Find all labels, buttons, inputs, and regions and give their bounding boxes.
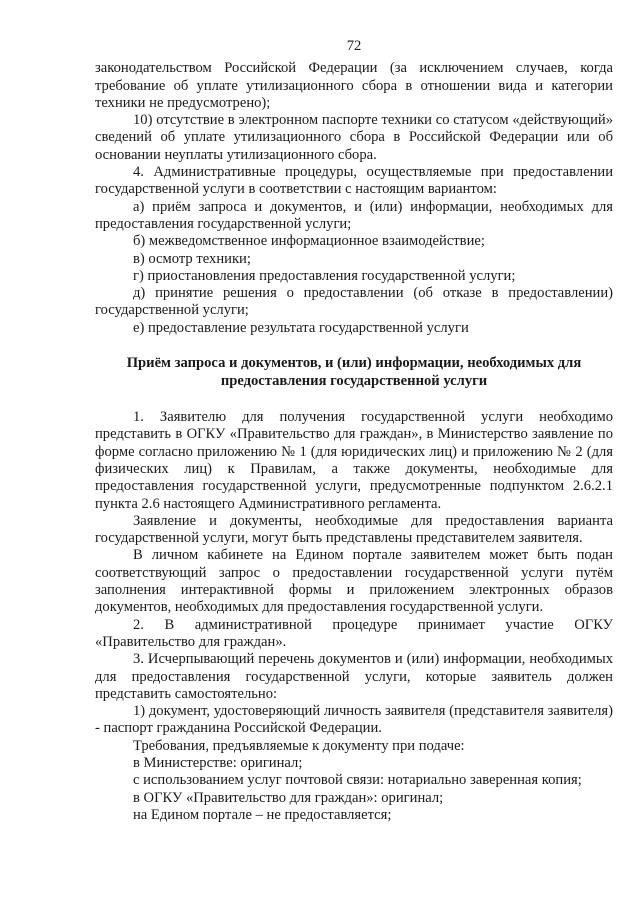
list-item-g: г) приостановления предоставления государственной услуги; [133, 267, 516, 284]
paragraph-point-2: 2. В административной процедуре принимает участие ОГКУ «Правительство для граждан». [95, 616, 613, 650]
paragraph-continuation: законодательством Российской Федерации (за исключением случаев, когда требование об уплате утилизационного сбора в отношении вида и категории техники не предусмотрено); [95, 60, 613, 111]
paragraph-personal-cabinet: В личном кабинете на Едином портале заявителем может быть подан соответствующий запрос о предоставлении государственной услуги путём заполнения интерактивной формы и приложением электронных образов документов, необходимых для предоставления государственной услуги. [95, 547, 613, 616]
page-number: 72 [346, 38, 362, 54]
requirement-post: с использованием услуг почтовой связи: нотариально заверенная копия; [133, 772, 582, 789]
requirement-portal: на Едином портале – не предоставляется; [133, 806, 392, 823]
paragraph-document-passport: 1) документ, удостоверяющий личность заявителя (представителя заявителя) - паспорт гражданина Российской Федерации. [95, 703, 613, 737]
requirement-ministry: в Министерстве: оригинал; [133, 754, 303, 771]
paragraph-representative: Заявление и документы, необходимые для предоставления варианта государственной услуги, могут быть представлены представителем заявителя. [95, 512, 613, 547]
paragraph-requirements: Требования, предъявляемые к документу при подаче: [133, 737, 465, 754]
paragraph-item-10: 10) отсутствие в электронном паспорте техники со статусом «действующий» сведений об уплате утилизационного сбора в Российской Федерации или об основании неуплаты утилизационного сбора. [95, 112, 613, 163]
list-item-v: в) осмотр техники; [133, 250, 251, 267]
document-page [95, 38, 613, 824]
paragraph-point-3: 3. Исчерпывающий перечень документов и (или) информации, необходимых для предоставления государственной услуги, которые заявитель должен представить самостоятельно: [95, 651, 613, 702]
list-item-d: д) принятие решения о предоставлении (об отказе в предоставлении) государственной услуги; [95, 285, 613, 319]
paragraph-procedures-intro: 4. Административные процедуры, осуществляемые при предоставлении государственной услуги в соответствии с настоящим вариантом: [95, 164, 613, 198]
list-item-a: а) приём запроса и документов, и (или) информации, необходимых для предоставления государственной услуги; [95, 198, 613, 232]
paragraph-point-1: 1. Заявителю для получения государственной услуги необходимо представить в ОГКУ «Правительство для граждан», в Министерство заявление по форме согласно приложению № 1 (для юридических лиц) и приложению № 2 (для физических лиц) к Правилам, а также документы, необходимые для предоставления государственной услуги, предусмотренные подпунктом 2.6.2.1 пункта 2.6 настоящего Административного регламента. [95, 409, 613, 512]
section-heading: Приём запроса и документов, и (или) информации, необходимых для предоставления государственной услуги [126, 355, 582, 389]
requirement-ogku: в ОГКУ «Правительство для граждан»: оригинал; [133, 789, 444, 806]
list-item-b: б) межведомственное информационное взаимодействие; [133, 233, 485, 250]
list-item-e: е) предоставление результата государственной услуги [133, 319, 469, 336]
